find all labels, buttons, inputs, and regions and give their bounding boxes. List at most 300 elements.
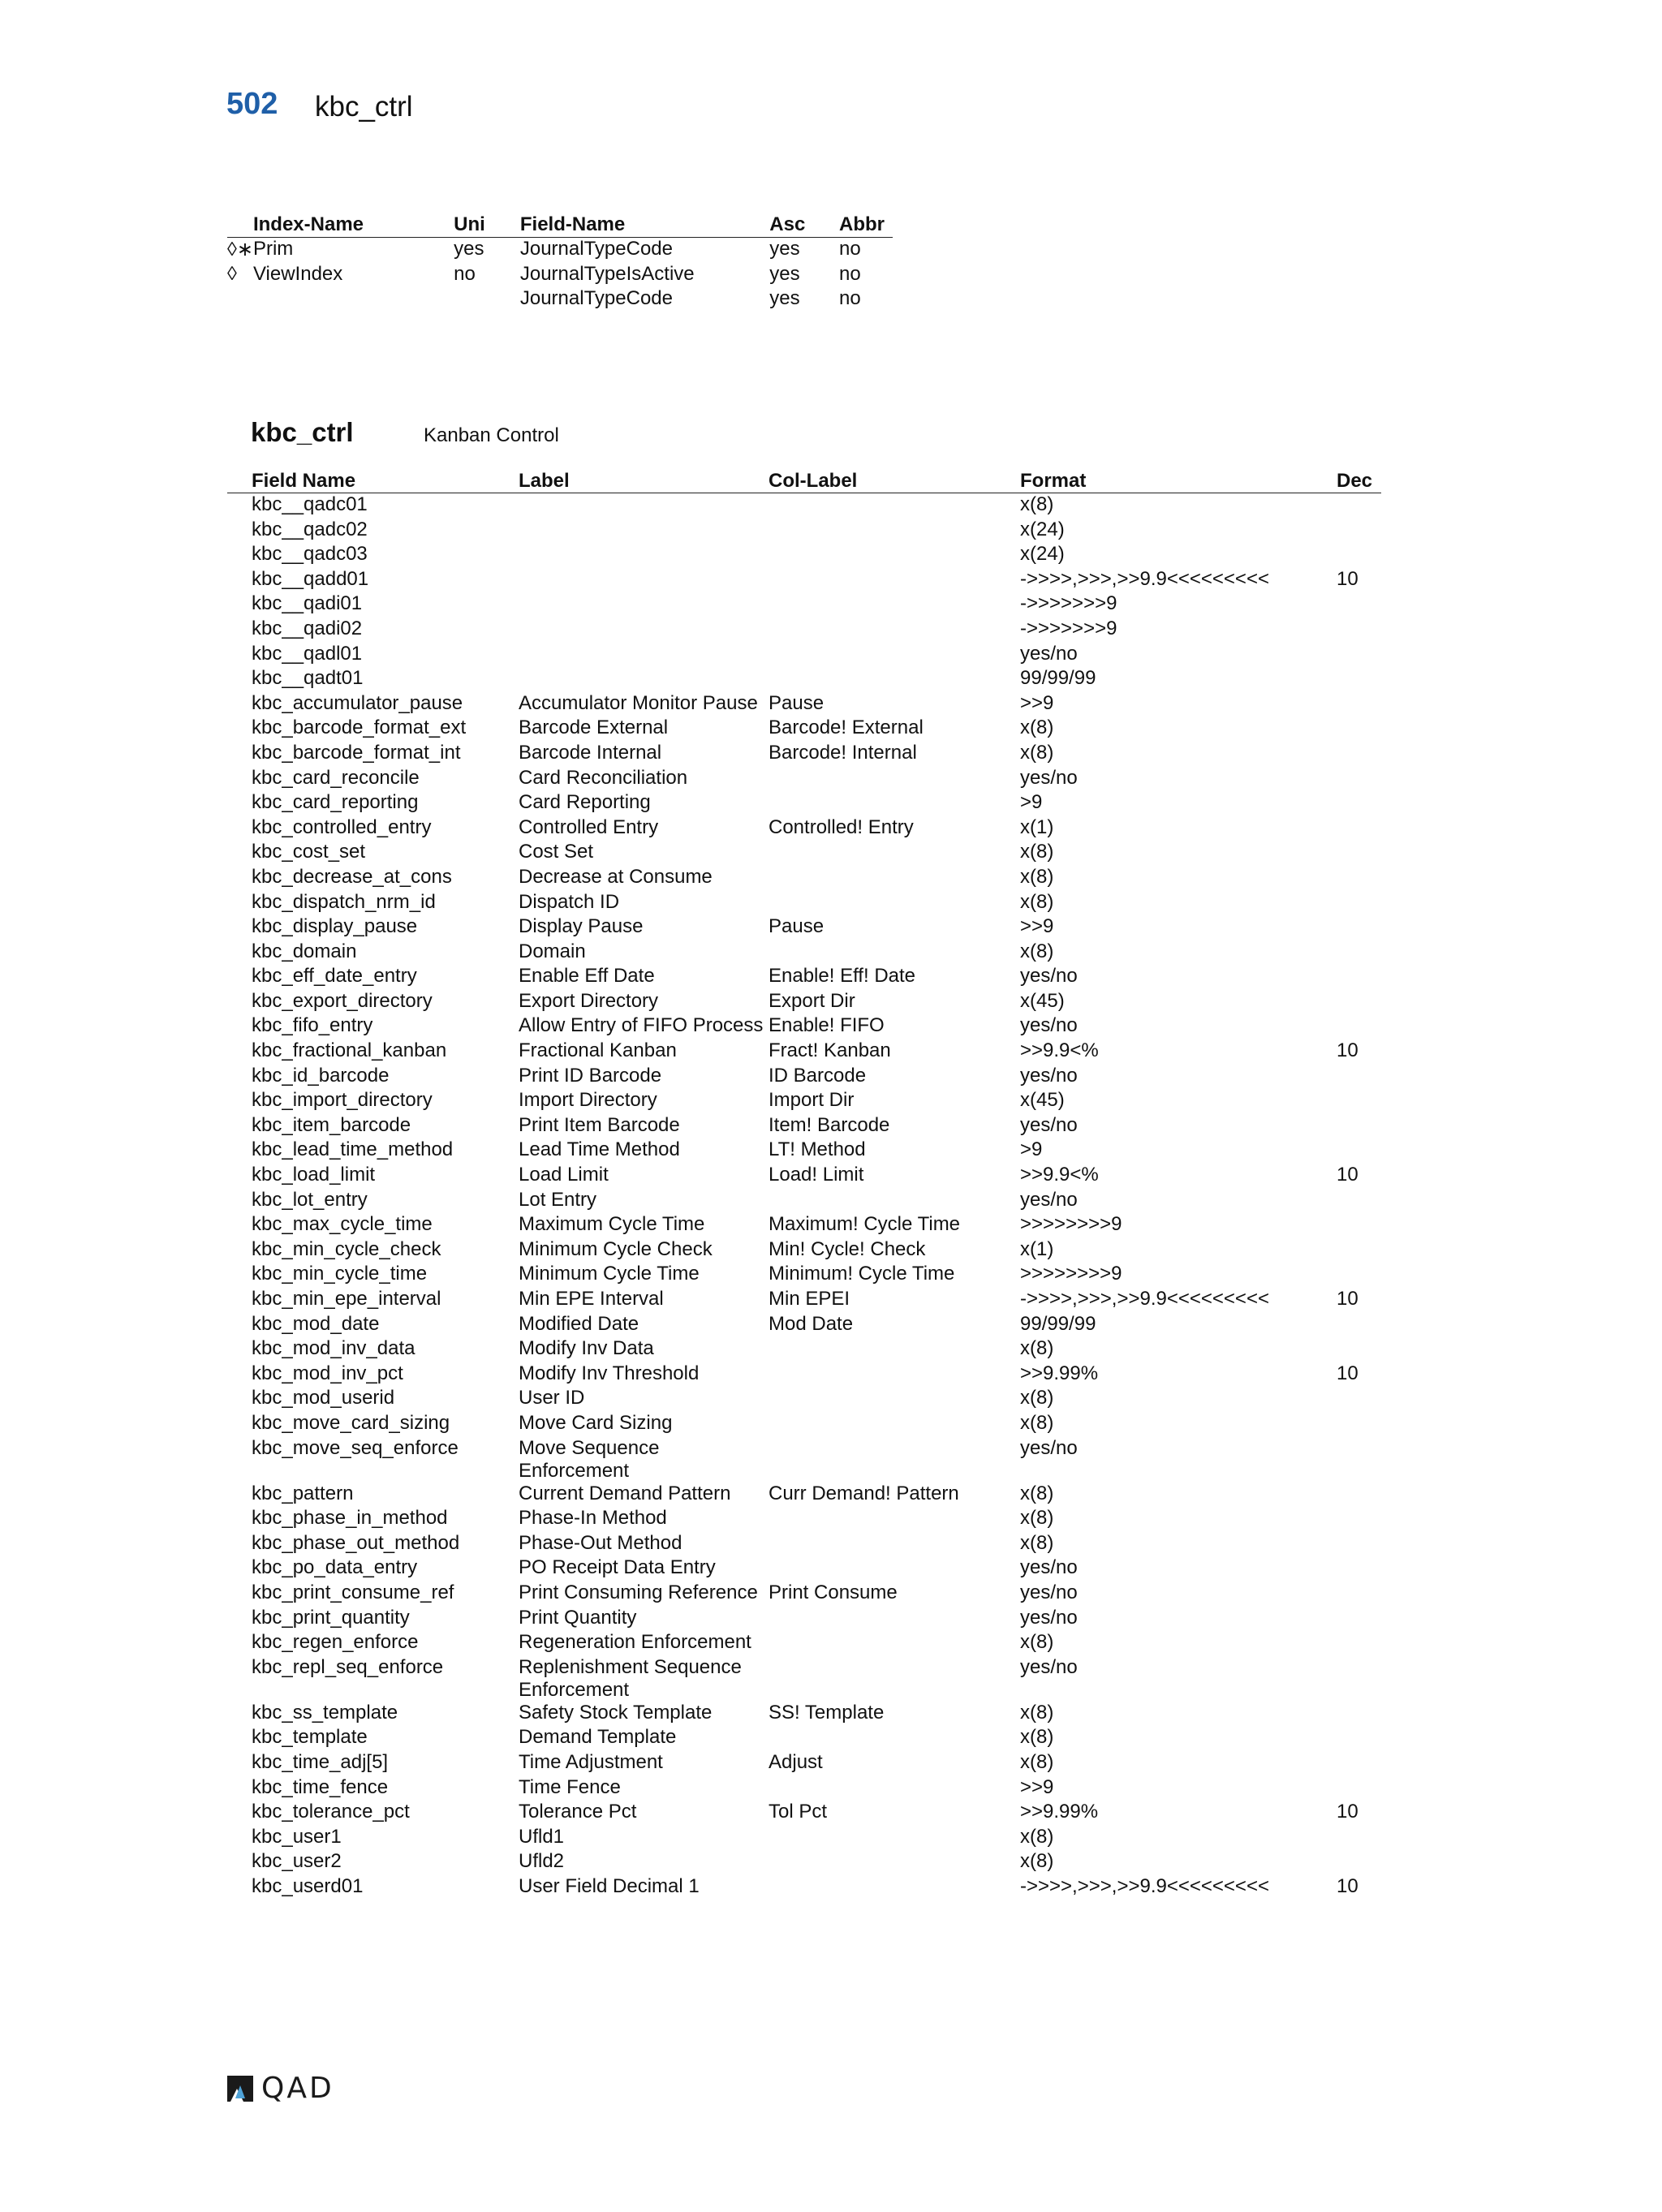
field-row bbox=[227, 1238, 1381, 1263]
dec-cell bbox=[1337, 493, 1381, 519]
field-name-cell: kbc_card_reconcile bbox=[252, 766, 420, 789]
field-pad bbox=[227, 1189, 252, 1214]
field-name-cell: kbc_user2 bbox=[252, 1850, 342, 1873]
field-row bbox=[227, 1313, 1381, 1338]
dec-cell: 10 bbox=[1337, 1039, 1358, 1062]
field-name-cell: kbc__qadc01 bbox=[252, 493, 368, 515]
col-label-cell bbox=[769, 667, 1020, 692]
field-pad bbox=[227, 1039, 252, 1065]
field-pad bbox=[227, 1263, 252, 1288]
col-label-cell bbox=[769, 1826, 1020, 1851]
dec-cell bbox=[1337, 1213, 1381, 1238]
field-pad bbox=[227, 1507, 252, 1532]
field-pad bbox=[227, 1114, 252, 1139]
field-name-cell: kbc_max_cycle_time bbox=[252, 1213, 433, 1236]
label-cell: Phase-Out Method bbox=[519, 1531, 682, 1554]
field-table bbox=[227, 467, 1381, 1900]
label-cell: Controlled Entry bbox=[519, 816, 659, 838]
dec-cell: 10 bbox=[1337, 1288, 1358, 1310]
field-name-cell: kbc_time_fence bbox=[252, 1775, 389, 1798]
col-label-cell bbox=[769, 791, 1020, 816]
format-cell: yes/no bbox=[1020, 1436, 1078, 1459]
field-pad bbox=[227, 519, 252, 544]
label-cell: Modify Inv Data bbox=[519, 1337, 654, 1360]
uni-cell: no bbox=[454, 262, 476, 285]
field-pad bbox=[227, 891, 252, 916]
field-pad bbox=[227, 1875, 252, 1900]
field-pad bbox=[227, 1801, 252, 1826]
table-description: Kanban Control bbox=[424, 424, 559, 446]
dec-cell bbox=[1337, 1189, 1381, 1214]
col-label-cell bbox=[769, 618, 1020, 643]
dec-cell bbox=[1337, 592, 1381, 618]
uni-cell bbox=[454, 287, 520, 312]
index-table-body bbox=[227, 238, 893, 312]
label-cell: Print Quantity bbox=[519, 1606, 637, 1629]
field-name-cell: kbc_mod_inv_data bbox=[252, 1337, 416, 1360]
field-pad bbox=[227, 1702, 252, 1727]
col-label-cell: Mod Date bbox=[769, 1312, 854, 1335]
format-cell: ->>>>,>>>,>>9.9<<<<<<<<< bbox=[1020, 567, 1269, 590]
label-cell bbox=[519, 667, 769, 692]
col-label-cell bbox=[769, 1437, 1020, 1483]
field-row bbox=[227, 568, 1381, 593]
field-pad bbox=[227, 1483, 252, 1508]
field-row bbox=[227, 643, 1381, 668]
field-row bbox=[227, 915, 1381, 940]
format-cell: x(8) bbox=[1020, 493, 1054, 515]
label-cell: Minimum Cycle Time bbox=[519, 1263, 700, 1285]
format-cell: x(8) bbox=[1020, 1726, 1054, 1749]
page-number: 502 bbox=[226, 87, 278, 121]
dec-cell bbox=[1337, 1656, 1381, 1702]
uni-cell: yes bbox=[454, 238, 484, 260]
format-cell: yes/no bbox=[1020, 965, 1078, 988]
format-cell: x(24) bbox=[1020, 518, 1065, 540]
dec-cell bbox=[1337, 1776, 1381, 1801]
label-cell: Enable Eff Date bbox=[519, 965, 655, 988]
field-pad bbox=[227, 1313, 252, 1338]
format-cell: x(24) bbox=[1020, 543, 1065, 566]
field-name-cell: kbc_template bbox=[252, 1726, 368, 1749]
col-label-cell: Min! Cycle! Check bbox=[769, 1237, 926, 1260]
field-pad bbox=[227, 1138, 252, 1164]
field-row bbox=[227, 1556, 1381, 1582]
dec-cell bbox=[1337, 965, 1381, 990]
format-cell: x(8) bbox=[1020, 741, 1054, 764]
field-pad bbox=[227, 493, 252, 519]
dec-cell bbox=[1337, 1507, 1381, 1532]
field-pad bbox=[227, 915, 252, 940]
field-name-cell: kbc_phase_in_method bbox=[252, 1507, 448, 1530]
field-row bbox=[227, 618, 1381, 643]
field-name-cell: kbc_display_pause bbox=[252, 915, 418, 938]
field-name-col-header: Field Name bbox=[252, 467, 519, 493]
label-cell: Print Consuming Reference bbox=[519, 1581, 758, 1603]
field-pad bbox=[227, 1850, 252, 1875]
field-row bbox=[227, 1801, 1381, 1826]
dec-cell bbox=[1337, 1532, 1381, 1557]
format-cell: >>9.9<% bbox=[1020, 1039, 1099, 1062]
field-name-cell: kbc_mod_date bbox=[252, 1312, 380, 1335]
label-cell: Card Reporting bbox=[519, 791, 651, 814]
field-row bbox=[227, 1014, 1381, 1039]
asc-header: Asc bbox=[769, 213, 839, 238]
col-label-cell bbox=[769, 841, 1020, 866]
field-pad bbox=[227, 1089, 252, 1114]
dec-cell bbox=[1337, 1437, 1381, 1483]
index-name-header: Index-Name bbox=[253, 213, 454, 238]
col-label-cell: Pause bbox=[769, 691, 825, 714]
abbr-cell: no bbox=[839, 287, 861, 309]
field-name-cell: kbc_user1 bbox=[252, 1825, 342, 1848]
field-name-cell: kbc_id_barcode bbox=[252, 1064, 390, 1087]
field-row bbox=[227, 493, 1381, 519]
format-cell: x(8) bbox=[1020, 890, 1054, 913]
field-name-cell: kbc_import_directory bbox=[252, 1089, 433, 1112]
dec-cell bbox=[1337, 816, 1381, 841]
index-field-cell: JournalTypeCode bbox=[519, 287, 673, 309]
field-row bbox=[227, 1114, 1381, 1139]
col-label-cell bbox=[769, 1631, 1020, 1656]
format-cell: >>9 bbox=[1020, 691, 1054, 714]
dec-cell bbox=[1337, 1114, 1381, 1139]
field-name-cell: kbc_lot_entry bbox=[252, 1188, 368, 1211]
col-label-cell bbox=[769, 493, 1020, 519]
label-cell: Fractional Kanban bbox=[519, 1039, 677, 1062]
label-cell: Min EPE Interval bbox=[519, 1288, 664, 1310]
field-row bbox=[227, 1337, 1381, 1362]
label-cell: Allow Entry of FIFO Process bbox=[519, 1014, 764, 1037]
field-row bbox=[227, 543, 1381, 568]
col-label-cell bbox=[769, 519, 1020, 544]
col-label-cell bbox=[769, 1556, 1020, 1582]
label-cell: Barcode External bbox=[519, 717, 669, 739]
field-name-cell: kbc_domain bbox=[252, 940, 357, 962]
label-cell bbox=[519, 643, 769, 668]
dec-cell bbox=[1337, 667, 1381, 692]
field-row bbox=[227, 717, 1381, 742]
dec-cell bbox=[1337, 915, 1381, 940]
format-cell: ->>>>,>>>,>>9.9<<<<<<<<< bbox=[1020, 1288, 1269, 1310]
abbr-cell: no bbox=[839, 238, 861, 260]
field-pad bbox=[227, 1437, 252, 1483]
format-cell: yes/no bbox=[1020, 1606, 1078, 1629]
field-pad bbox=[227, 1164, 252, 1189]
field-row bbox=[227, 1582, 1381, 1607]
index-marker: ◊∗ bbox=[227, 239, 253, 260]
label-cell: Current Demand Pattern bbox=[519, 1482, 731, 1504]
label-cell: Regeneration Enforcement bbox=[519, 1631, 751, 1654]
field-pad bbox=[227, 692, 252, 717]
dec-cell bbox=[1337, 891, 1381, 916]
field-name-cell: kbc_tolerance_pct bbox=[252, 1801, 410, 1823]
col-label-cell: ID Barcode bbox=[769, 1064, 867, 1087]
field-pad bbox=[227, 1532, 252, 1557]
col-label-cell bbox=[769, 866, 1020, 891]
format-cell: x(8) bbox=[1020, 940, 1054, 962]
field-name-cell: kbc_time_adj[5] bbox=[252, 1750, 389, 1773]
col-label-cell bbox=[769, 1776, 1020, 1801]
label-cell: Replenishment Sequence Enforcement bbox=[519, 1655, 742, 1701]
col-label-cell bbox=[769, 1607, 1020, 1632]
format-cell: x(8) bbox=[1020, 865, 1054, 888]
label-cell: Ufld1 bbox=[519, 1825, 565, 1848]
dec-cell bbox=[1337, 1702, 1381, 1727]
field-name-cell: kbc_barcode_format_ext bbox=[252, 717, 467, 739]
field-row bbox=[227, 866, 1381, 891]
field-pad bbox=[227, 568, 252, 593]
field-name-cell: kbc_item_barcode bbox=[252, 1113, 411, 1136]
field-pad bbox=[227, 841, 252, 866]
dec-cell bbox=[1337, 841, 1381, 866]
index-table bbox=[227, 213, 893, 312]
label-cell: Lead Time Method bbox=[519, 1138, 680, 1161]
dec-cell bbox=[1337, 1138, 1381, 1164]
col-label-cell: Print Consume bbox=[769, 1581, 898, 1603]
field-pad bbox=[227, 643, 252, 668]
col-label-cell: Minimum! Cycle Time bbox=[769, 1263, 955, 1285]
label-cell bbox=[519, 568, 769, 593]
field-pad bbox=[227, 1387, 252, 1412]
dec-cell bbox=[1337, 1751, 1381, 1776]
format-cell: yes/no bbox=[1020, 1556, 1078, 1579]
index-marker: ◊ bbox=[227, 262, 237, 285]
dec-cell bbox=[1337, 717, 1381, 742]
col-label-cell bbox=[769, 1189, 1020, 1214]
qad-logo-icon bbox=[226, 2074, 256, 2103]
field-pad bbox=[227, 1656, 252, 1702]
field-row bbox=[227, 742, 1381, 767]
field-name-cell: kbc_fifo_entry bbox=[252, 1014, 373, 1037]
col-label-cell: Adjust bbox=[769, 1750, 823, 1773]
field-pad bbox=[227, 1776, 252, 1801]
label-col-header: Label bbox=[519, 467, 769, 493]
col-label-cell bbox=[769, 543, 1020, 568]
field-name-cell: kbc_pattern bbox=[252, 1482, 354, 1504]
col-label-cell: Controlled! Entry bbox=[769, 816, 914, 838]
field-pad bbox=[227, 866, 252, 891]
dec-cell bbox=[1337, 1726, 1381, 1751]
format-cell: x(8) bbox=[1020, 1825, 1054, 1848]
dec-cell bbox=[1337, 1263, 1381, 1288]
col-label-cell: Export Dir bbox=[769, 989, 855, 1012]
field-row bbox=[227, 1412, 1381, 1437]
label-cell: Ufld2 bbox=[519, 1850, 565, 1873]
col-label-cell: Min EPEI bbox=[769, 1288, 850, 1310]
qad-logo bbox=[226, 2072, 334, 2105]
col-label-cell bbox=[769, 592, 1020, 618]
dec-cell bbox=[1337, 1631, 1381, 1656]
label-cell: Time Fence bbox=[519, 1775, 621, 1798]
format-cell: >>9.99% bbox=[1020, 1801, 1099, 1823]
format-cell: >>9 bbox=[1020, 915, 1054, 938]
field-name-cell: kbc_lead_time_method bbox=[252, 1138, 454, 1161]
format-cell: yes/no bbox=[1020, 1188, 1078, 1211]
dec-cell bbox=[1337, 866, 1381, 891]
field-pad bbox=[227, 1726, 252, 1751]
format-cell: x(8) bbox=[1020, 1631, 1054, 1654]
label-cell bbox=[519, 618, 769, 643]
col-label-cell: Tol Pct bbox=[769, 1801, 828, 1823]
field-row bbox=[227, 1362, 1381, 1388]
field-pad bbox=[227, 1631, 252, 1656]
field-row bbox=[227, 1850, 1381, 1875]
field-row bbox=[227, 791, 1381, 816]
dec-cell bbox=[1337, 940, 1381, 966]
index-row bbox=[227, 238, 893, 263]
dec-cell: 10 bbox=[1337, 567, 1358, 590]
format-cell: x(8) bbox=[1020, 1850, 1054, 1873]
table-name: kbc_ctrl bbox=[251, 417, 354, 447]
col-label-col-header: Col-Label bbox=[769, 467, 1020, 493]
label-cell: Time Adjustment bbox=[519, 1750, 663, 1773]
field-name-cell: kbc_controlled_entry bbox=[252, 816, 432, 838]
field-row bbox=[227, 990, 1381, 1015]
dec-cell bbox=[1337, 1826, 1381, 1851]
field-name-cell: kbc_move_seq_enforce bbox=[252, 1436, 459, 1459]
field-name-cell: kbc__qadc02 bbox=[252, 518, 368, 540]
format-cell: >>>>>>>>9 bbox=[1020, 1213, 1122, 1236]
label-cell: Accumulator Monitor Pause bbox=[519, 691, 758, 714]
col-label-cell: LT! Method bbox=[769, 1138, 866, 1161]
format-cell: x(8) bbox=[1020, 1750, 1054, 1773]
field-pad bbox=[227, 940, 252, 966]
field-row bbox=[227, 1826, 1381, 1851]
dec-cell bbox=[1337, 643, 1381, 668]
abbr-header: Abbr bbox=[839, 213, 893, 238]
label-cell: Decrease at Consume bbox=[519, 865, 713, 888]
field-name-cell: kbc__qadi01 bbox=[252, 592, 363, 615]
field-row bbox=[227, 1288, 1381, 1313]
col-label-cell: Enable! FIFO bbox=[769, 1014, 885, 1037]
field-pad bbox=[227, 1607, 252, 1632]
field-pad bbox=[227, 1014, 252, 1039]
field-name-cell: kbc_min_epe_interval bbox=[252, 1288, 441, 1310]
field-pad bbox=[227, 1213, 252, 1238]
format-cell: ->>>>,>>>,>>9.9<<<<<<<<< bbox=[1020, 1874, 1269, 1897]
col-label-cell: Fract! Kanban bbox=[769, 1039, 891, 1062]
field-pad bbox=[227, 667, 252, 692]
format-cell: yes/no bbox=[1020, 1113, 1078, 1136]
field-pad bbox=[227, 592, 252, 618]
field-name-cell: kbc_load_limit bbox=[252, 1164, 376, 1186]
field-row bbox=[227, 1631, 1381, 1656]
field-name-cell: kbc_repl_seq_enforce bbox=[252, 1655, 444, 1678]
field-name-cell: kbc_po_data_entry bbox=[252, 1556, 418, 1579]
qad-logo-text: QAD bbox=[261, 2072, 334, 2105]
field-row bbox=[227, 965, 1381, 990]
label-cell: Card Reconciliation bbox=[519, 766, 688, 789]
field-row bbox=[227, 1751, 1381, 1776]
label-cell: Dispatch ID bbox=[519, 890, 620, 913]
field-name-cell: kbc_min_cycle_check bbox=[252, 1237, 441, 1260]
field-name-cell: kbc_export_directory bbox=[252, 989, 433, 1012]
field-pad bbox=[227, 1238, 252, 1263]
field-pad bbox=[227, 1065, 252, 1090]
index-name-cell: Prim bbox=[252, 238, 294, 260]
field-row bbox=[227, 1387, 1381, 1412]
dec-cell: 10 bbox=[1337, 1874, 1358, 1897]
label-cell: Print ID Barcode bbox=[519, 1064, 662, 1087]
label-cell: Barcode Internal bbox=[519, 741, 662, 764]
field-row bbox=[227, 1138, 1381, 1164]
label-cell: User Field Decimal 1 bbox=[519, 1874, 700, 1897]
index-name-cell bbox=[253, 287, 454, 312]
col-label-cell bbox=[769, 1507, 1020, 1532]
label-cell: Modified Date bbox=[519, 1312, 639, 1335]
dec-cell bbox=[1337, 1607, 1381, 1632]
label-cell: Display Pause bbox=[519, 915, 644, 938]
format-cell: x(8) bbox=[1020, 1531, 1054, 1554]
dec-cell bbox=[1337, 1065, 1381, 1090]
col-label-cell: Import Dir bbox=[769, 1089, 855, 1112]
field-row bbox=[227, 1702, 1381, 1727]
dec-cell: 10 bbox=[1337, 1801, 1358, 1823]
label-cell: Safety Stock Template bbox=[519, 1701, 713, 1724]
dec-cell bbox=[1337, 543, 1381, 568]
col-label-cell: SS! Template bbox=[769, 1701, 885, 1724]
format-cell: x(8) bbox=[1020, 1507, 1054, 1530]
field-name-cell: kbc__qadt01 bbox=[252, 667, 364, 690]
field-pad bbox=[227, 543, 252, 568]
field-table-body bbox=[227, 493, 1381, 1900]
field-row bbox=[227, 940, 1381, 966]
dec-cell bbox=[1337, 618, 1381, 643]
dec-cell: 10 bbox=[1337, 1164, 1358, 1186]
col-label-cell: Item! Barcode bbox=[769, 1113, 890, 1136]
format-cell: 99/99/99 bbox=[1020, 1312, 1096, 1335]
field-header-row bbox=[227, 467, 1381, 493]
dec-col-header: Dec bbox=[1337, 467, 1381, 493]
field-pad bbox=[227, 1751, 252, 1776]
dec-cell bbox=[1337, 1556, 1381, 1582]
col-label-cell bbox=[769, 767, 1020, 792]
field-row bbox=[227, 1726, 1381, 1751]
field-name-cell: kbc__qadl01 bbox=[252, 642, 363, 665]
field-row bbox=[227, 1656, 1381, 1702]
field-name-cell: kbc_mod_inv_pct bbox=[252, 1362, 403, 1384]
asc-cell: yes bbox=[769, 287, 800, 309]
label-cell: User ID bbox=[519, 1387, 585, 1409]
format-cell: yes/no bbox=[1020, 1655, 1078, 1678]
format-cell: >9 bbox=[1020, 1138, 1043, 1161]
field-row bbox=[227, 1164, 1381, 1189]
dec-cell bbox=[1337, 742, 1381, 767]
format-cell: x(8) bbox=[1020, 841, 1054, 863]
field-name-cell: kbc_print_consume_ref bbox=[252, 1581, 454, 1603]
col-label-cell bbox=[769, 1850, 1020, 1875]
label-cell bbox=[519, 493, 769, 519]
page-title: kbc_ctrl bbox=[315, 91, 413, 123]
format-cell: yes/no bbox=[1020, 642, 1078, 665]
field-name-cell: kbc_dispatch_nrm_id bbox=[252, 890, 436, 913]
field-pad bbox=[227, 618, 252, 643]
label-cell: Tolerance Pct bbox=[519, 1801, 637, 1823]
field-name-cell: kbc_regen_enforce bbox=[252, 1631, 419, 1654]
col-label-cell bbox=[769, 568, 1020, 593]
label-cell bbox=[519, 519, 769, 544]
dec-cell bbox=[1337, 1238, 1381, 1263]
dec-cell bbox=[1337, 1387, 1381, 1412]
format-cell: x(8) bbox=[1020, 1482, 1054, 1504]
dec-cell bbox=[1337, 1483, 1381, 1508]
format-cell: >9 bbox=[1020, 791, 1043, 814]
label-cell: Phase-In Method bbox=[519, 1507, 667, 1530]
dec-cell bbox=[1337, 767, 1381, 792]
field-row bbox=[227, 1875, 1381, 1900]
field-pad bbox=[227, 990, 252, 1015]
